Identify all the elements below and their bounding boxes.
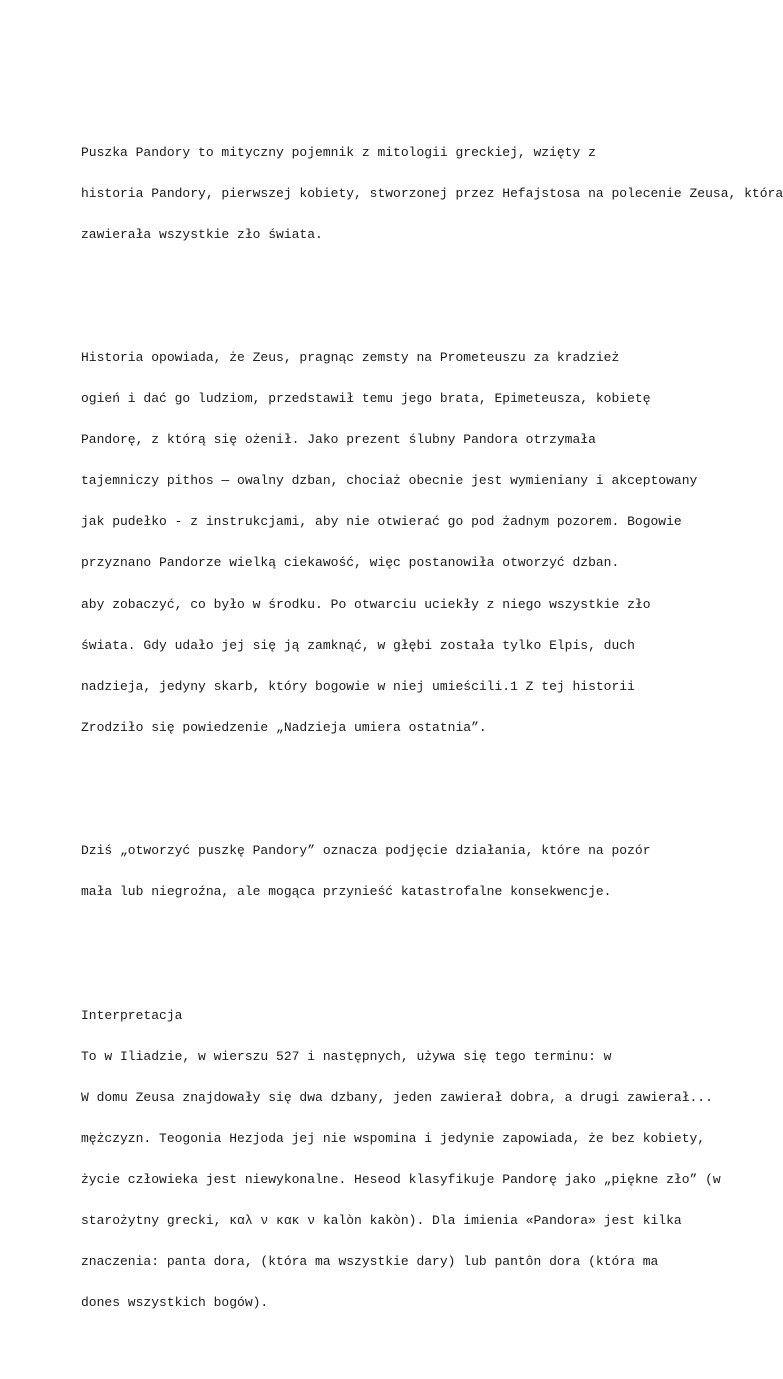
paragraph-idiom bbox=[81, 817, 768, 927]
paragraph-story bbox=[81, 324, 768, 762]
text-line: tajemniczy pithos — owalny dzban, chociaż obecnie jest wymieniany i akceptowany bbox=[81, 473, 698, 489]
text-line: przyznano Pandorze wielką ciekawość, więc postanowiła otworzyć dzban. bbox=[81, 555, 620, 571]
section-heading: Interpretacja bbox=[81, 1007, 183, 1023]
text-line: dones wszystkich bogów). bbox=[81, 1295, 269, 1311]
text-line: zawierała wszystkie zło świata. bbox=[81, 226, 323, 242]
text-line: Historia opowiada, że Zeus, pragnąc zemsty na Prometeuszu za kradzież bbox=[81, 350, 620, 365]
text-line: mała lub niegroźna, ale mogąca przynieść katastrofalne konsekwencje. bbox=[81, 884, 612, 900]
paragraph-interpretation bbox=[81, 981, 768, 1337]
text-line: życie człowieka jest niewykonalne. Heseod klasyfikuje Pandorę jako „piękne zło” (w bbox=[81, 1171, 721, 1187]
text-line: starożytny grecki, καλ ν κακ ν kalòn kakòn). Dla imienia «Pandora» jest kilka bbox=[81, 1213, 682, 1228]
paragraph-intro bbox=[81, 118, 783, 269]
text-line: Pandorę, z którą się ożenił. Jako prezent ślubny Pandora otrzymała bbox=[81, 432, 596, 448]
text-line: aby zobaczyć, co było w środku. Po otwarciu uciekły z niego wszystkie zło bbox=[81, 596, 651, 612]
text-line: W domu Zeusa znajdowały się dwa dzbany, jeden zawierał dobra, a drugi zawierał... bbox=[81, 1089, 713, 1105]
text-line: Dziś „otworzyć puszkę Pandory” oznacza podjęcie działania, które na pozór bbox=[81, 843, 651, 859]
text-line: historia Pandory, pierwszej kobiety, stworzonej przez Hefajstosa na polecenie Zeusa, która bbox=[81, 185, 783, 201]
text-line: Zrodziło się powiedzenie „Nadzieja umiera ostatnia”. bbox=[81, 719, 487, 735]
text-line: nadzieja, jedyny skarb, który bogowie w niej umieścili.1 Z tej historii bbox=[81, 678, 635, 694]
text-line: świata. Gdy udało jej się ją zamknąć, w głębi została tylko Elpis, duch bbox=[81, 637, 635, 653]
text-line: znaczenia: panta dora, (która ma wszystkie dary) lub pantôn dora (która ma bbox=[81, 1254, 659, 1270]
text-line: ogień i dać go ludziom, przedstawił temu jego brata, Epimeteusza, kobietę bbox=[81, 391, 651, 407]
text-line: jak pudełko - z instrukcjami, aby nie otwierać go pod żadnym pozorem. Bogowie bbox=[81, 514, 682, 530]
text-line: mężczyzn. Teogonia Hezjoda jej nie wspomina i jedynie zapowiada, że bez kobiety, bbox=[81, 1130, 706, 1146]
document-text-block bbox=[81, 77, 783, 1378]
text-line: To w Iliadzie, w wierszu 527 i następnych, używa się tego terminu: w bbox=[81, 1048, 612, 1064]
text-line: Puszka Pandory to mityczny pojemnik z mitologii greckiej, wzięty z bbox=[81, 144, 596, 160]
